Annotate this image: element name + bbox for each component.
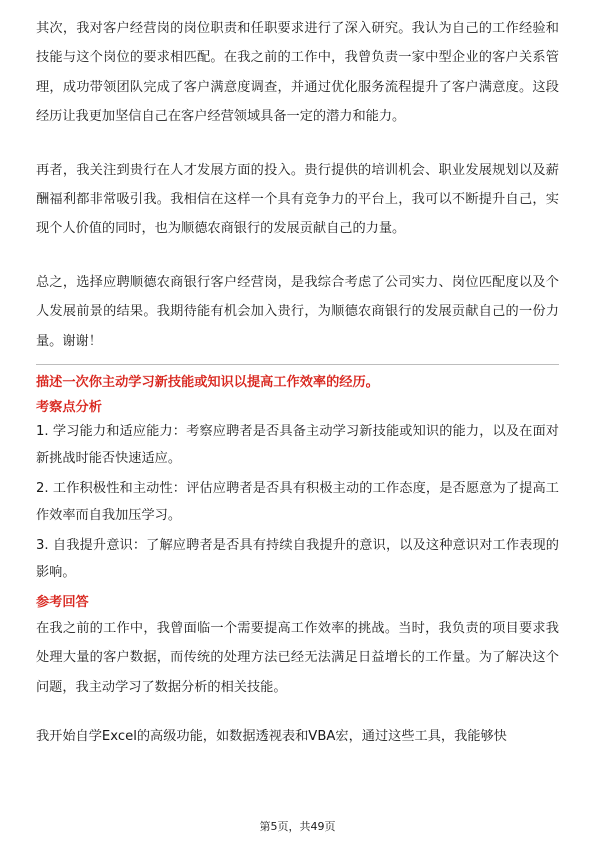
analysis-heading: 考察点分析 <box>36 400 102 416</box>
analysis-point: 3. 自我提升意识：了解应聘者是否具有持续自我提升的意识，以及这种意识对工作表现的影响。 <box>36 538 559 580</box>
body-paragraph: 总之，选择应聘顺德农商银行客户经营岗，是我综合考虑了公司实力、岗位匹配度以及个人发展前景的结果。我期待能有机会加入贵行，为顺德农商银行的发展贡献自己的一份力量。谢谢！ <box>36 274 559 349</box>
document-page <box>36 14 559 752</box>
section-divider <box>36 364 559 365</box>
analysis-point: 1. 学习能力和适应能力：考察应聘者是否具备主动学习新技能或知识的能力，以及在面对新挑战时能否快速适应。 <box>36 424 559 466</box>
analysis-point: 2. 工作积极性和主动性：评估应聘者是否具有积极主动的工作态度，是否愿意为了提高工作效率而自我加压学习。 <box>36 481 559 523</box>
page-number: 第5页，共49页 <box>259 820 336 833</box>
body-paragraph: 其次，我对客户经营岗的岗位职责和任职要求进行了深入研究。我认为自己的工作经验和技能与这个岗位的要求相匹配。在我之前的工作中，我曾负责一家中型企业的客户关系管理，成功带领团队完成了客户满意度调查，并通过优化服务流程提升了客户满意度。这段经历让我更加坚信自己在客户经营领域具备一定的潜力和能力。 <box>36 21 559 125</box>
answer-paragraph: 在我之前的工作中，我曾面临一个需要提高工作效率的挑战。当时，我负责的项目要求我处理大量的客户数据，而传统的处理方法已经无法满足日益增长的工作量。为了解决这个问题，我主动学习了数据分析的相关技能。 <box>36 621 559 695</box>
question-title: 描述一次你主动学习新技能或知识以提高工作效率的经历。 <box>36 375 379 391</box>
body-paragraph: 再者，我关注到贵行在人才发展方面的投入。贵行提供的培训机会、职业发展规划以及薪酬福利都非常吸引我。我相信在这样一个具有竞争力的平台上，我可以不断提升自己，实现个人价值的同时，也为顺德农商银行的发展贡献自己的力量。 <box>36 162 559 237</box>
answer-heading: 参考回答 <box>36 595 89 611</box>
answer-paragraph: 我开始自学Excel的高级功能，如数据透视表和VBA宏，通过这些工具，我能够快 <box>36 729 507 745</box>
